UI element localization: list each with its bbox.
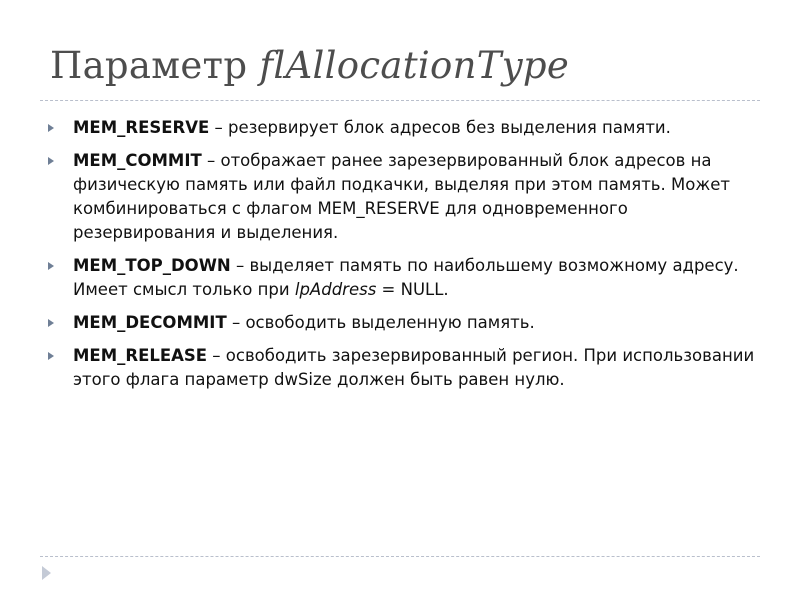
bullet-italic-param: lpAddress xyxy=(294,280,377,299)
triangle-right-icon xyxy=(48,352,54,360)
triangle-right-icon xyxy=(48,262,54,270)
bullet-item-mem-release xyxy=(46,344,758,392)
bullet-term: MEM_RELEASE xyxy=(73,346,208,365)
bullet-item-mem-decommit xyxy=(46,311,758,335)
bullet-text: – освободить зарезервированный регион. При использовании этого флага параметр dwSize должен быть равен нулю. xyxy=(73,346,755,389)
bullet-item-mem-commit xyxy=(46,149,758,245)
triangle-right-icon xyxy=(48,157,54,165)
triangle-right-icon xyxy=(48,319,54,327)
footer-triangle-icon xyxy=(42,566,51,580)
bullet-item-mem-top-down xyxy=(46,254,758,302)
bullet-text-tail: = NULL. xyxy=(376,280,449,299)
bullet-text: – выделяет память по наибольшему возможному адресу. Имеет смысл только при xyxy=(73,256,739,299)
bullet-term: MEM_COMMIT xyxy=(73,151,202,170)
slide-title-italic: flAllocationType xyxy=(259,44,570,87)
bullet-term: MEM_DECOMMIT xyxy=(73,313,227,332)
bullet-text: – отображает ранее зарезервированный блок адресов на физическую память или файл подкачки, выделяя при этом память. Может комбинироваться с флагом MEM_RESERVE для одновременного резервирования и выделения. xyxy=(73,151,730,242)
slide-title xyxy=(50,44,569,87)
bullet-list xyxy=(46,116,758,401)
bullet-item-mem-reserve xyxy=(46,116,758,140)
bullet-text: – освободить выделенную память. xyxy=(226,313,535,332)
bullet-text: – резервирует блок адресов без выделения памяти. xyxy=(209,118,671,137)
bullet-term: MEM_RESERVE xyxy=(73,118,210,137)
title-divider xyxy=(40,100,760,101)
triangle-right-icon xyxy=(48,124,54,132)
footer-divider xyxy=(40,556,760,557)
slide-title-plain: Параметр xyxy=(50,44,260,87)
bullet-term: MEM_TOP_DOWN xyxy=(73,256,231,275)
